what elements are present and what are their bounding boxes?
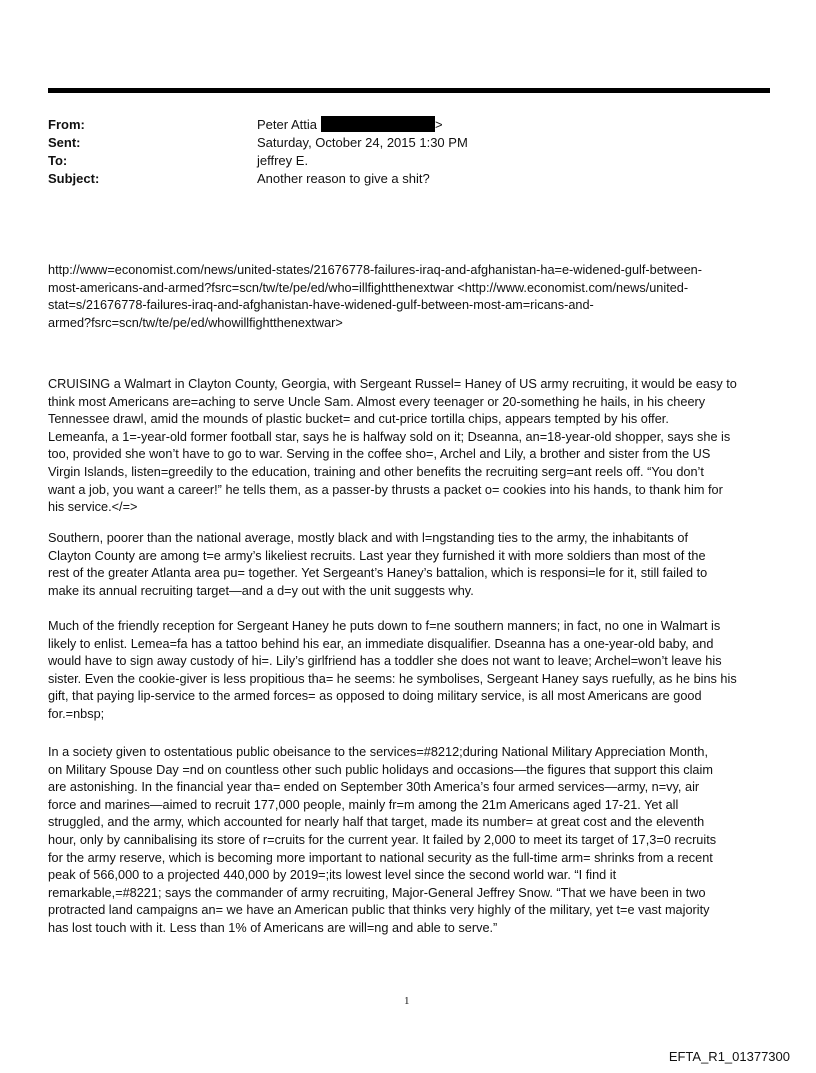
document-id: EFTA_R1_01377300 [668, 1049, 790, 1064]
paragraph-3 [48, 617, 788, 723]
text-line: are astonishing. In the financial year tha= ended on September 30th America’s four armed services—army, n=vy, air [48, 779, 700, 795]
url-line: most-americans-and-armed?fsrc=scn/tw/te/pe/ed/who=illfightthenextwar <http://www.economist.com/news/united- [48, 279, 689, 295]
redaction-box [321, 116, 435, 132]
text-line: want a job, you want a career!” he tells them, as a passer-by thrusts a packet o= cookies into his hands, to thank him for [48, 481, 723, 497]
text-line: his service.</=> [48, 499, 138, 515]
text-line: gift, that paying lip-service to the armed forces= as opposed to doing military service, is all most Americans are good [48, 688, 702, 704]
text-line: hour, only by cannibalising its store of r=cruits for the current year. It failed by 2,000 to meet its target of 17,3=0 recruits [48, 831, 717, 847]
paragraph-1 [48, 375, 788, 516]
text-line: for.=nbsp; [48, 705, 105, 721]
from-label: From: [48, 117, 85, 132]
text-line: In a society given to ostentatious public obeisance to the services=#8212;during National Military Appreciation Month, [48, 744, 709, 759]
text-line: Tennessee drawl, amid the mounds of plastic bucket= and cut-price tortilla chips, appears tempted by his offer. [48, 411, 669, 427]
text-line: rest of the greater Atlanta area pu= together. Yet Sergeant’s Haney’s battalion, which is responsi=le for it, still failed to [48, 565, 708, 581]
text-line: too, provided she won’t have to go to war. Serving in the coffee sho=, Archel and Lily, a brother and sister from the US [48, 446, 711, 462]
url-block [48, 261, 788, 331]
url-line: armed?fsrc=scn/tw/te/pe/ed/whowillfightthenextwar> [48, 314, 343, 330]
sent-label: Sent: [48, 135, 81, 150]
text-line: think most Americans are=aching to serve Uncle Sam. Almost every teenager or 20-something he hails, in his cheery [48, 393, 706, 409]
text-line: peak of 566,000 to a projected 440,000 by 2019=;its lowest level since the second world war. “I find it [48, 867, 617, 883]
to-label: To: [48, 153, 68, 168]
paragraph-2 [48, 529, 788, 599]
header-rule [48, 88, 770, 93]
text-line: sister. Even the cookie-giver is less propitious tha= he seems: he symbolises, Sergeant Haney says ruefully, as he bins his [48, 670, 737, 686]
subject-value: Another reason to give a shit? [257, 171, 430, 186]
to-value: jeffrey E. [257, 153, 309, 168]
text-line: struggled, and the army, which accounted for nearly half that target, made its number= at great cost and the eleventh [48, 814, 705, 830]
text-line: has lost touch with it. Less than 1% of Americans are will=ng and able to serve.” [48, 919, 498, 935]
sent-value: Saturday, October 24, 2015 1:30 PM [257, 135, 468, 150]
text-line: on Military Spouse Day =nd on countless other such public holidays and occasions—the figures that support this claim [48, 761, 713, 777]
sender-name: Peter Attia [257, 117, 317, 132]
text-line: for the army reserve, which is becoming more important to national security as the full-time arm= shrinks from a recent [48, 849, 713, 865]
paragraph-4 [48, 743, 788, 937]
text-line: Southern, poorer than the national average, mostly black and with l=ngstanding ties to the army, the inhabitants of [48, 530, 688, 545]
text-line: likely to enlist. Lemea=fa has a tattoo behind his ear, an immediate disqualifier. Dseanna has a one-year-old baby, and [48, 635, 714, 651]
text-line: protracted land campaigns an= we have an American public that thinks very highly of the military, yet t=e vast majority [48, 902, 710, 918]
text-line: CRUISING a Walmart in Clayton County, Georgia, with Sergeant Russel= Haney of US army recruiting, it would be easy to [48, 376, 737, 391]
text-line: Virgin Islands, listen=greedily to the education, training and other benefits the recruiting serg=ant reels off. “You don’t [48, 463, 704, 479]
text-line: make its annual recruiting target—and a d=y out with the unit suggests why. [48, 582, 474, 598]
text-line: would have to sign away custody of hi=. Lily’s girlfriend has a toddler she does not want to leave; Archel=won’t leave his [48, 653, 722, 669]
from-suffix: > [434, 117, 443, 132]
page-number: 1 [404, 995, 410, 1007]
text-line: force and marines—aimed to recruit 177,000 people, mainly fr=m among the 21m Americans aged 17-21. Yet all [48, 796, 679, 812]
url-line: stat=s/21676778-failures-iraq-and-afghanistan-have-widened-gulf-between-most-am=ricans-and- [48, 297, 594, 313]
subject-label: Subject: [48, 171, 100, 186]
text-line: Lemeanfa, a 1=-year-old former football star, says he is halfway sold on it; Dseanna, an=18-year-old shopper, says she is [48, 428, 731, 444]
text-line: Much of the friendly reception for Sergeant Haney he puts down to f=ne southern manners; in fact, no one in Walmart is [48, 618, 721, 633]
text-line: remarkable,=#8221; says the commander of army recruiting, Major-General Jeffrey Snow. “That we have been in two [48, 884, 706, 900]
url-line: http://www=economist.com/news/united-states/21676778-failures-iraq-and-afghanistan-ha=e-widened-gulf-between- [48, 262, 702, 277]
from-value [257, 116, 443, 134]
text-line: Clayton County are among t=e army’s likeliest recruits. Last year they furnished it with more soldiers than most of the [48, 547, 706, 563]
